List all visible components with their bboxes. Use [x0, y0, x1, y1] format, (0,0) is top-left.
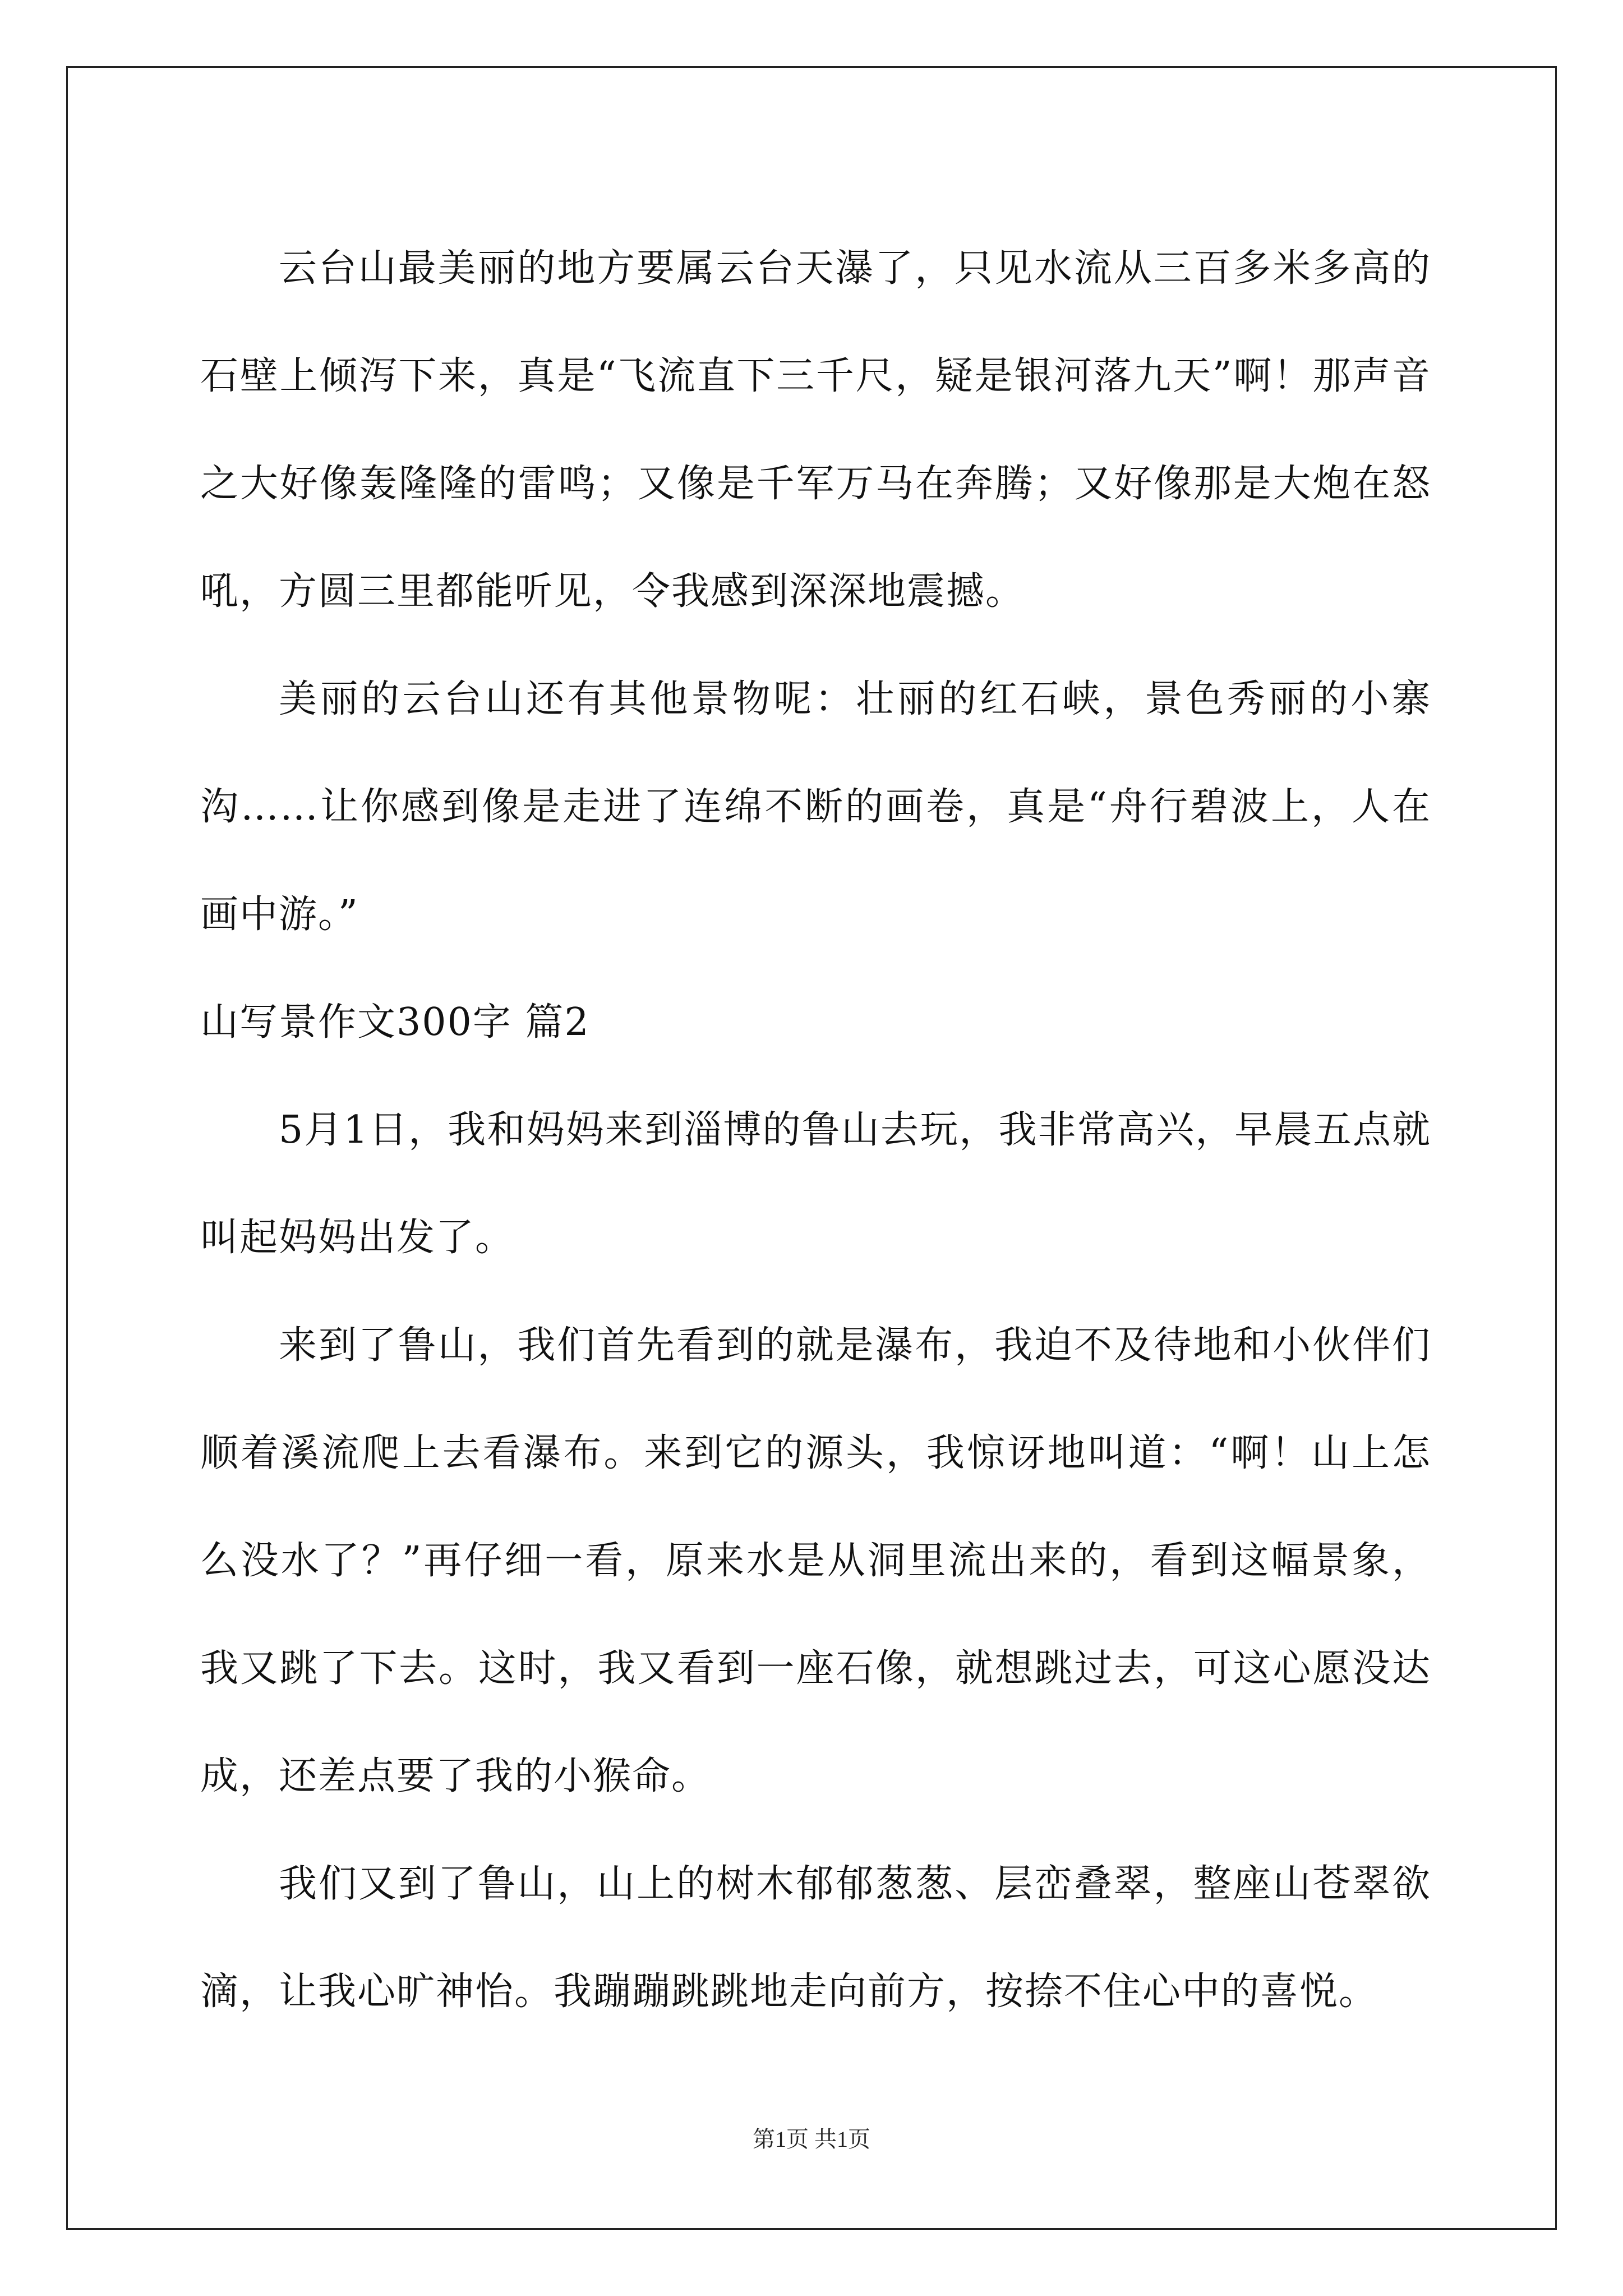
paragraph-4: 来到了鲁山，我们首先看到的就是瀑布，我迫不及待地和小伙伴们顺着溪流爬上去看瀑布。来到它的源头，我惊讶地叫道：“啊！山上怎么没水了？”再仔细一看，原来水是从洞里流出来的，看到这幅景象，我又跳了下去。这时，我又看到一座石像，就想跳过去，可这心愿没达成，还差点要了我的小猴命。: [200, 1323, 1431, 1798]
paragraph-2: 美丽的云台山还有其他景物呢：壮丽的红石峡，景色秀丽的小寨沟……让你感到像是走进了连绵不断的画卷，真是“舟行碧波上，人在画中游。”: [200, 677, 1431, 937]
paragraph-5: 我们又到了鲁山，山上的树木郁郁葱葱、层峦叠翠，整座山苍翠欲滴，让我心旷神怡。我蹦蹦跳跳地走向前方，按捺不住心中的喜悦。: [200, 1862, 1431, 2014]
page-footer: 第1页 共1页: [753, 2127, 870, 2152]
section-heading: 山写景作文300字 篇2: [200, 1000, 590, 1045]
paragraph-1: 云台山最美丽的地方要属云台天瀑了，只见水流从三百多米多高的石壁上倾泻下来，真是“飞流直下三千尺，疑是银河落九天”啊！那声音之大好像轰隆隆的雷鸣；又像是千军万马在奔腾；又好像那是大炮在怒吼，方圆三里都能听见，令我感到深深地震撼。: [200, 246, 1431, 614]
paragraph-3: 5月1日，我和妈妈来到淄博的鲁山去玩，我非常高兴，早晨五点就叫起妈妈出发了。: [200, 1108, 1431, 1260]
document-body: [200, 215, 1431, 2046]
